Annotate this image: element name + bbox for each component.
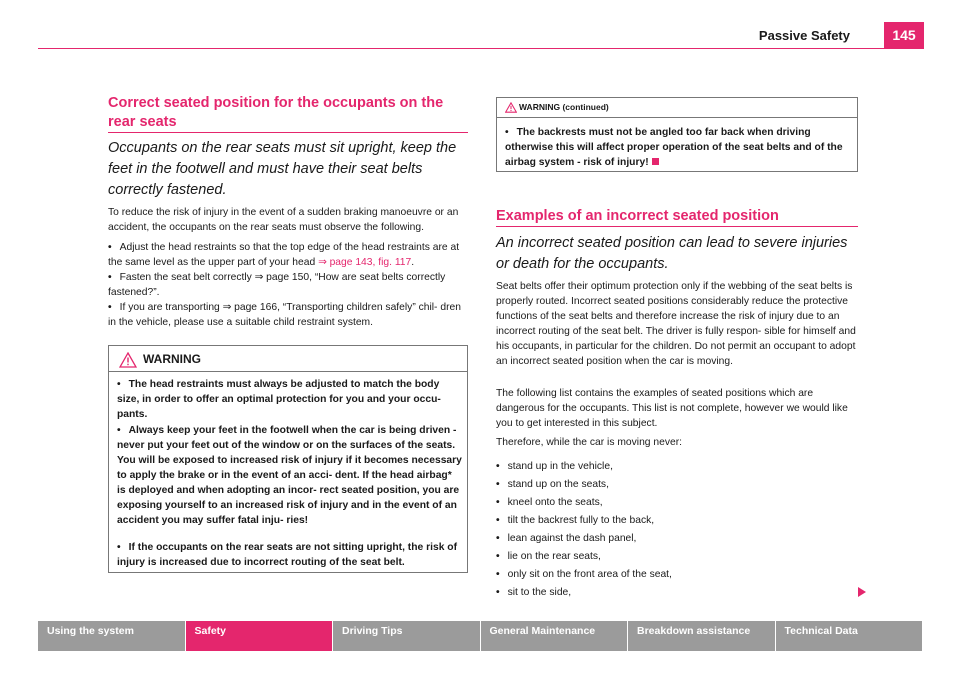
bullet-seat-belt: • Fasten the seat belt correctly ⇒ page 150, “How are seat belts correctly fastened?”.: [108, 272, 446, 298]
list-item: • lie on the rear seats,: [496, 551, 601, 562]
warning-continued-header: [497, 98, 857, 118]
warning-triangle-icon: [119, 352, 137, 368]
lead-text: An incorrect seated position can lead to severe injuries or death for the occupants.: [496, 235, 848, 272]
list-item: • stand up in the vehicle,: [496, 461, 613, 472]
header-rule: [38, 48, 924, 49]
tab-breakdown-assistance[interactable]: Breakdown assistance: [628, 621, 776, 651]
paragraph-never: Therefore, while the car is moving never:: [496, 437, 682, 448]
warning-item: • Always keep your feet in the footwell when the car is being driven - never put your feet out of the window or on the surfaces of the seats. You will be exposed to increased risk of injury if it becomes necessary to apply the brake or in the event of an acci- dent. If the head airbag* is deployed and when adopting an incor- rect seated position, you are exposing yourself to an increased risk of injury and in the event of an accident you may suffer fatal inju- ries!: [117, 425, 462, 526]
warning-item: • The backrests must not be angled too far back when driving otherwise this will affect proper operation of the seat belts and of the airbag system - risk of injury!: [505, 127, 843, 168]
page-link[interactable]: ⇒ page 143, fig. 117: [318, 257, 412, 268]
list-item: • tilt the backrest fully to the back,: [496, 515, 655, 526]
list-item: • kneel onto the seats,: [496, 497, 603, 508]
list-item: • sit to the side,: [496, 587, 572, 598]
tab-using-the-system[interactable]: Using the system: [38, 621, 186, 651]
lead-text: Occupants on the rear seats must sit upright, keep the feet in the footwell and must have their seat belts correctly fastened.: [108, 140, 457, 198]
intro-paragraph: To reduce the risk of injury in the event of a sudden braking manoeuvre or an accident, the occupants on the rear seats must observe the following.: [108, 207, 459, 233]
paragraph-seat-belts: Seat belts offer their optimum protection only if the webbing of the seat belts is properly routed. Incorrect seated positions considerably reduce the protective functions of the seat belts and therefore increase the risk of injury due to an incorrect routing of the seat belt. The driver is fully respon- sible for himself and his occupants, in particular for the children. Do not permit an occupant to adopt an incorrect seated position when the car is moving.: [496, 281, 856, 367]
tab-driving-tips[interactable]: Driving Tips: [333, 621, 481, 651]
list-item: • stand up on the seats,: [496, 479, 609, 490]
section-title-correct-position: Correct seated position for the occupants on the rear seats: [108, 95, 444, 130]
tab-general-maintenance[interactable]: General Maintenance: [481, 621, 629, 651]
section-title-incorrect-position: Examples of an incorrect seated position: [496, 208, 779, 224]
warning-continued-label: WARNING (continued): [519, 102, 609, 112]
warning-item: • If the occupants on the rear seats are not sitting upright, the risk of injury is increased due to incorrect routing of the seat belt.: [117, 542, 458, 568]
tab-technical-data[interactable]: Technical Data: [776, 621, 923, 651]
footer-nav: [38, 621, 922, 651]
bullet-children: • If you are transporting ⇒ page 166, “Transporting children safely” chil- dren in the vehicle, please use a suitable child restraint system.: [108, 302, 461, 328]
warning-box: [108, 345, 468, 573]
paragraph-list-intro: The following list contains the examples of seated positions which are dangerous for the occupants. This list is not complete, however we would like you to get interested in this subject.: [496, 388, 848, 429]
tab-safety[interactable]: Safety: [186, 621, 334, 651]
warning-triangle-icon: [505, 102, 517, 113]
warning-label: WARNING: [143, 352, 201, 366]
page-header-title: Passive Safety: [758, 28, 850, 43]
list-item: • lean against the dash panel,: [496, 533, 637, 544]
warning-item: • The head restraints must always be adjusted to match the body size, in order to offer an optimal protection for you and your occu- pants.: [117, 379, 441, 420]
list-item: • only sit on the front area of the seat,: [496, 569, 672, 580]
bullet-head-restraints: • Adjust the head restraints so that the top edge of the head restraints are at the same level as the upper part of your head ⇒ page 143, fig. 117.: [108, 242, 460, 268]
end-mark-icon: [652, 158, 659, 165]
next-page-arrow-icon[interactable]: [858, 587, 866, 597]
section-rule: [496, 226, 858, 227]
section-rule: [108, 132, 468, 133]
warning-continued-box: [496, 97, 858, 172]
page-number: 145: [884, 22, 924, 48]
warning-header: [109, 346, 467, 372]
